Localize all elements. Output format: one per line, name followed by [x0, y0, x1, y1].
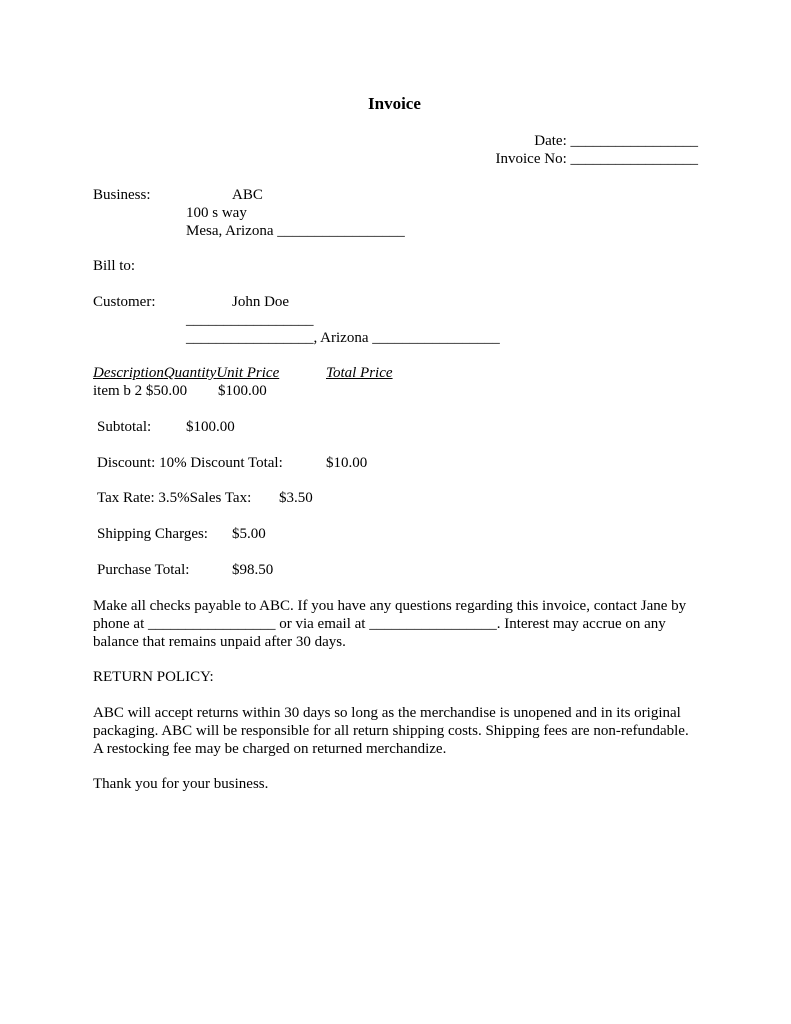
- business-name: ABC: [232, 187, 263, 203]
- purchase-total-label: Purchase Total:: [97, 562, 190, 578]
- discount-label: Discount: 10% Discount Total:: [97, 455, 283, 471]
- col-total-price: Total Price: [326, 365, 393, 381]
- tax-value: $3.50: [279, 490, 313, 506]
- business-label: Business:: [93, 187, 151, 203]
- col-description: Description: [93, 365, 164, 381]
- business-city: Mesa, Arizona _________________: [186, 223, 405, 239]
- bill-to-label: Bill to:: [93, 258, 136, 274]
- purchase-total-value: $98.50: [232, 562, 274, 578]
- subtotal-label: Subtotal:: [97, 419, 152, 435]
- customer-label: Customer:: [93, 294, 156, 310]
- payment-note: Make all checks payable to ABC. If you have any questions regarding this invoice, contact Jane by phone at _________________ or via email at _________________. Interest may accrue on any balance that remains unpaid after 30 days.: [93, 598, 687, 650]
- business-street: 100 s way: [186, 205, 247, 221]
- customer-city-line: _________________, Arizona _________________: [186, 330, 500, 346]
- table-row-total: $100.00: [218, 383, 267, 399]
- page-title: Invoice: [368, 94, 421, 113]
- return-policy-text: ABC will accept returns within 30 days so long as the merchandise is unopened and in its original packaging. ABC will be responsible for all return shipping costs. Shipping fees are non-refundable. A restocking fee may be charged on returned merchandize.: [93, 705, 689, 757]
- shipping-value: $5.00: [232, 526, 266, 542]
- shipping-label: Shipping Charges:: [97, 526, 208, 542]
- return-policy-heading: RETURN POLICY:: [93, 669, 214, 685]
- date-line: Date: _________________: [534, 133, 698, 149]
- col-unit-price: Unit Price: [216, 365, 280, 381]
- col-quantity: Quantity: [163, 365, 217, 381]
- table-row-item: item b 2 $50.00: [93, 383, 188, 399]
- invoice-number-line: Invoice No: _________________: [495, 151, 698, 167]
- closing-text: Thank you for your business.: [93, 776, 269, 792]
- customer-address-line: _________________: [186, 312, 314, 328]
- table-header: [93, 364, 279, 382]
- subtotal-value: $100.00: [186, 419, 235, 435]
- customer-name: John Doe: [232, 294, 290, 310]
- tax-label: Tax Rate: 3.5%Sales Tax:: [97, 490, 252, 506]
- discount-value: $10.00: [326, 455, 368, 471]
